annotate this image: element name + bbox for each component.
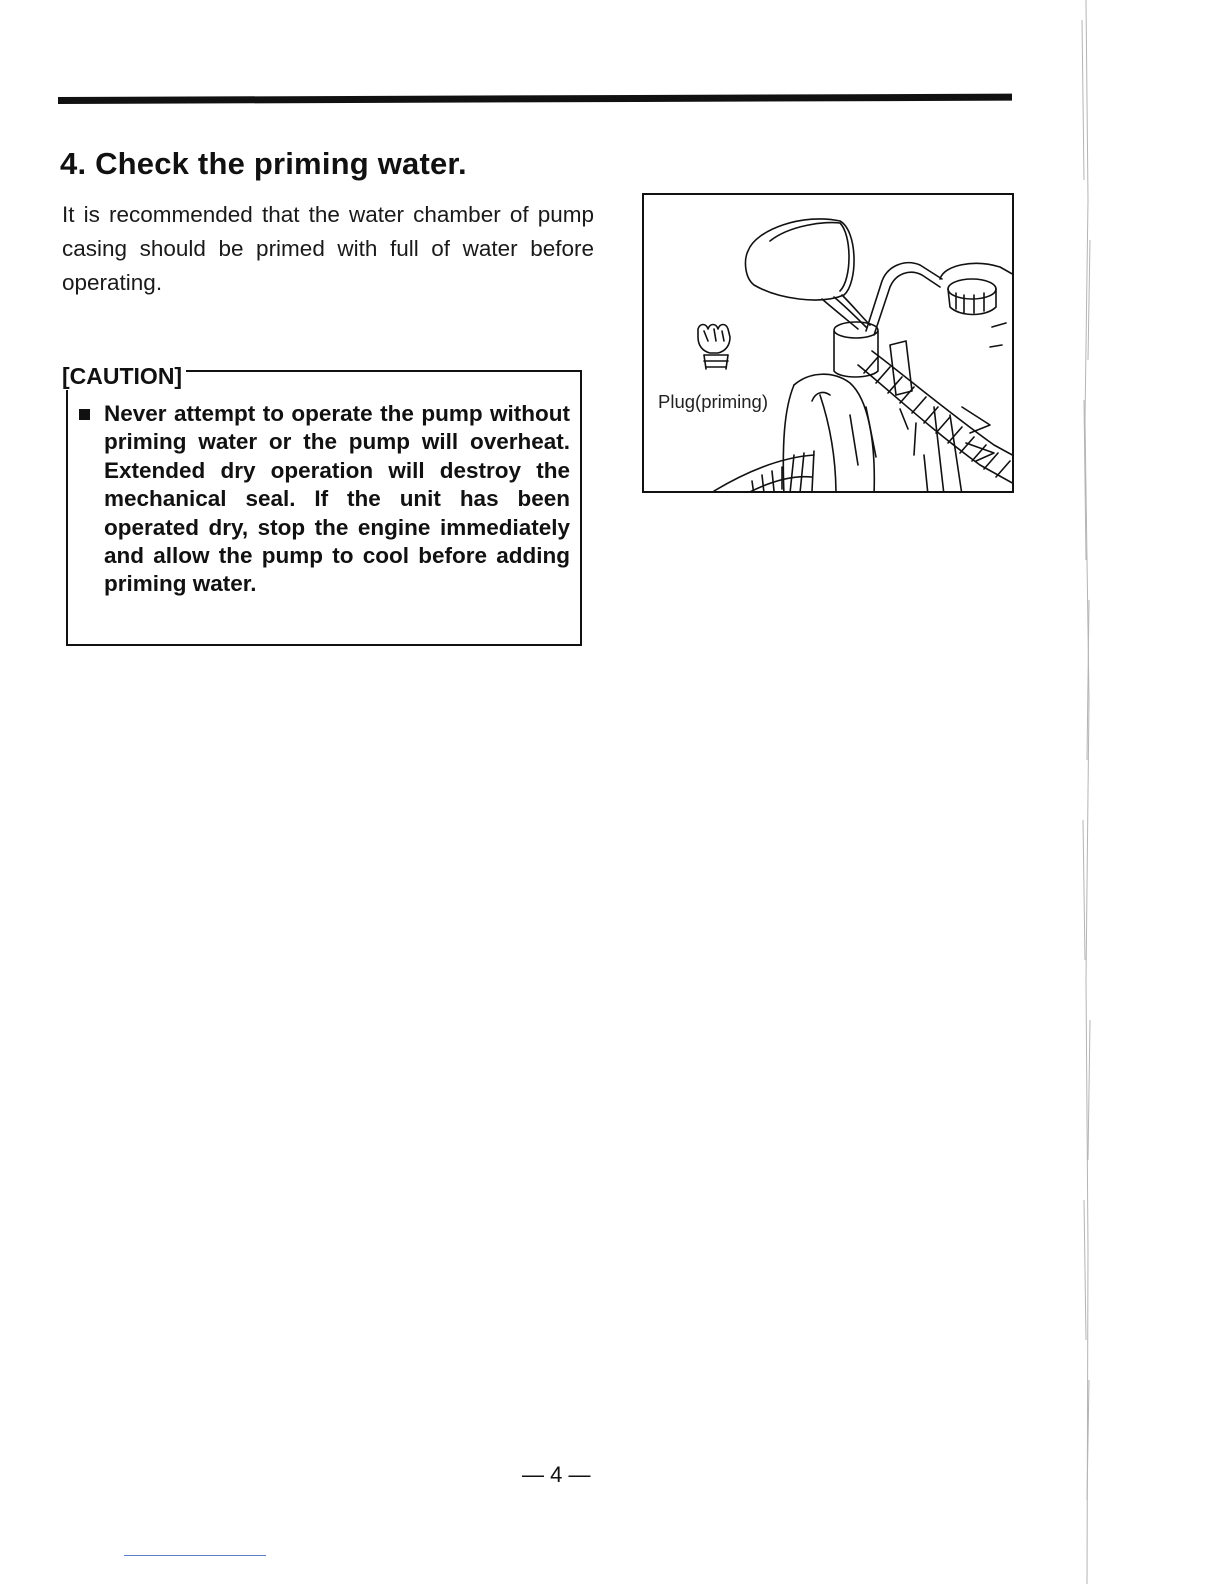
figure-label-plug: Plug(priming)	[658, 391, 769, 412]
caution-text: Never attempt to operate the pump without priming water or the pump will overheat. Extended dry operation will destroy the mechanical seal. If the unit has been operated dry, stop the engine immediately and allow the pump to cool before adding priming water.	[104, 401, 570, 597]
bullet-square-icon	[79, 409, 90, 420]
pump-priming-drawing	[644, 195, 1014, 493]
section-heading: 4. Check the priming water.	[60, 146, 467, 181]
section-rule	[58, 94, 1012, 104]
page-number: — 4 —	[522, 1462, 591, 1487]
caution-title: [CAUTION]	[62, 363, 186, 390]
bottom-scan-line	[124, 1555, 266, 1556]
intro-paragraph: It is recommended that the water chamber of pump casing should be primed with full of water before operating.	[62, 202, 594, 295]
priming-illustration	[642, 193, 1014, 493]
scan-edge-artifact	[1072, 0, 1102, 1584]
